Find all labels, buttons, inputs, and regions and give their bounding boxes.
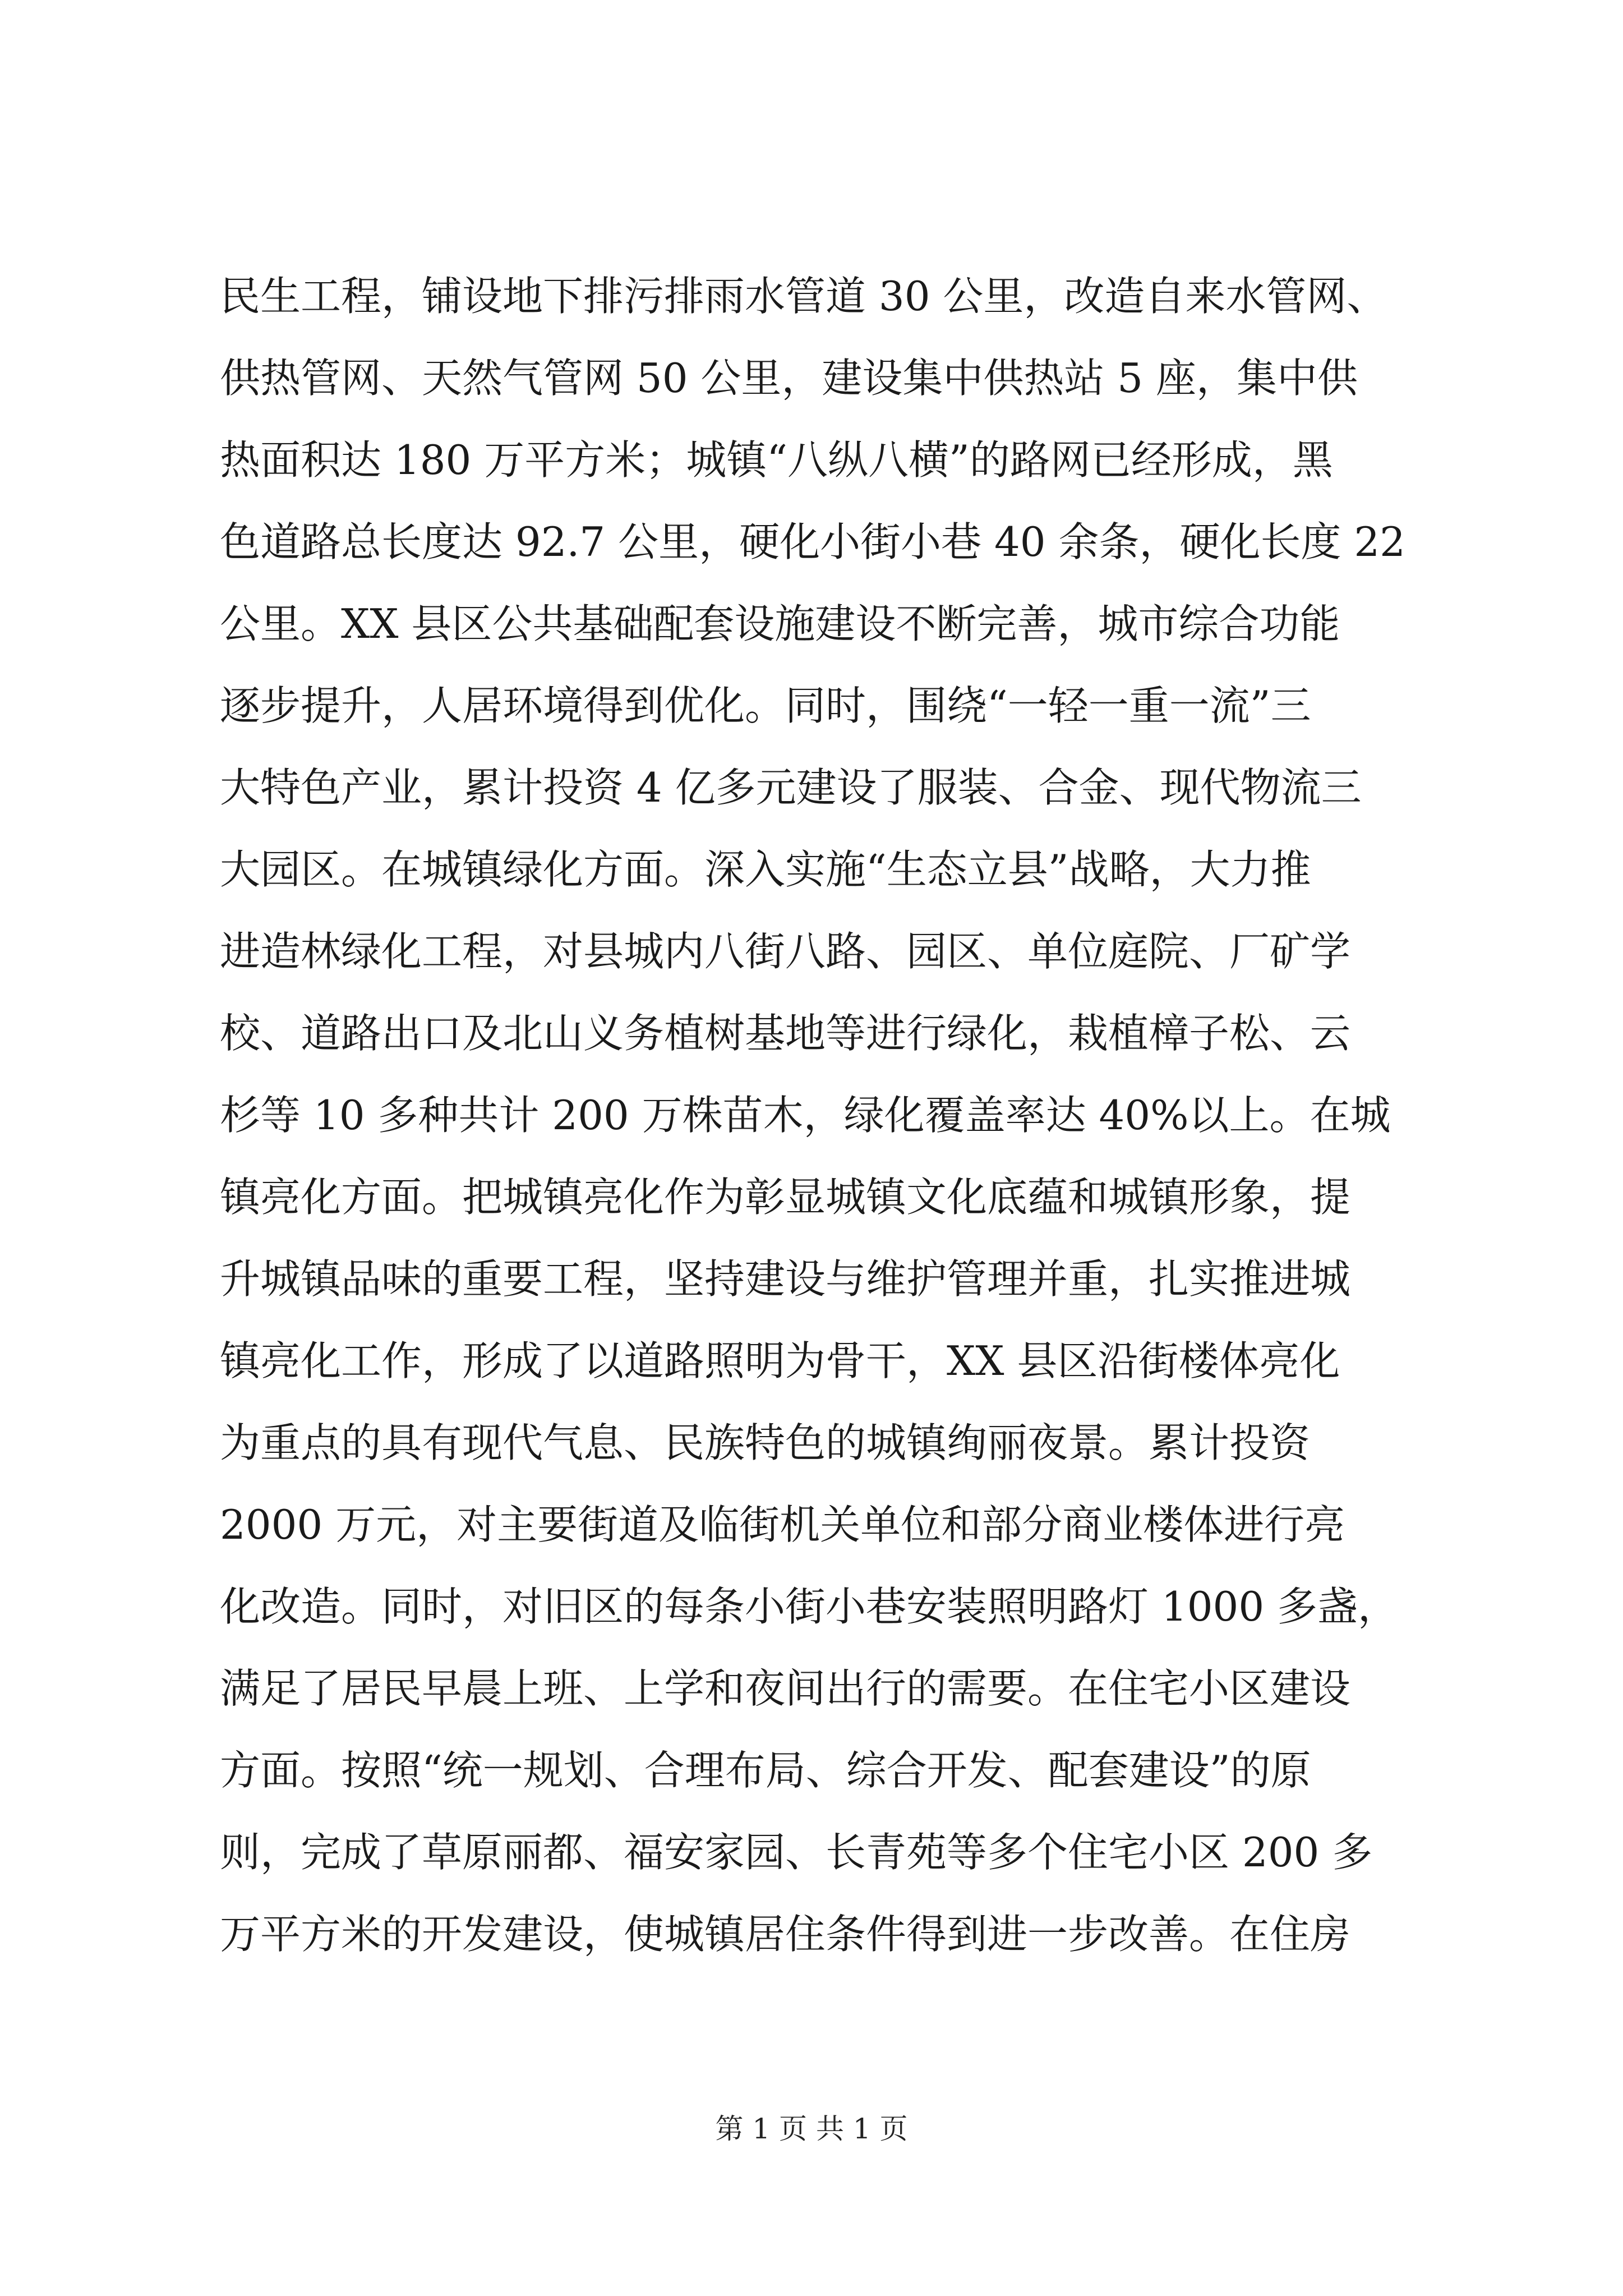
text-line: 供热管网、天然气管网 50 公里，建设集中供热站 5 座，集中供 xyxy=(220,355,1358,402)
text-line: 2000 万元，对主要街道及临街机关单位和部分商业楼体进行亮 xyxy=(220,1501,1345,1548)
text-line: 色道路总长度达 92.7 公里，硬化小街小巷 40 余条，硬化长度 22 xyxy=(220,518,1405,565)
text-line: 大园区。在城镇绿化方面。深入实施“生态立县”战略，大力推 xyxy=(220,846,1311,893)
text-line: 为重点的具有现代气息、民族特色的城镇绚丽夜景。累计投资 xyxy=(220,1419,1311,1466)
text-line: 进造林绿化工程，对县城内八街八路、园区、单位庭院、厂矿学 xyxy=(220,928,1351,975)
text-line: 民生工程，铺设地下排污排雨水管道 30 公里，改造自来水管网、 xyxy=(220,273,1387,320)
text-line: 镇亮化工作，形成了以道路照明为骨干，XX 县区沿街楼体亮化 xyxy=(220,1337,1340,1384)
text-line: 升城镇品味的重要工程，坚持建设与维护管理并重，扎实推进城 xyxy=(220,1255,1351,1303)
text-line: 校、道路出口及北山义务植树基地等进行绿化，栽植樟子松、云 xyxy=(220,1010,1351,1057)
text-line: 镇亮化方面。把城镇亮化作为彰显城镇文化底蕴和城镇形象，提 xyxy=(220,1174,1351,1221)
text-line: 满足了居民早晨上班、上学和夜间出行的需要。在住宅小区建设 xyxy=(220,1665,1351,1712)
text-line: 万平方米的开发建设，使城镇居住条件得到进一步改善。在住房 xyxy=(220,1911,1351,1958)
text-line: 化改造。同时，对旧区的每条小街小巷安装照明路灯 1000 多盏， xyxy=(220,1583,1399,1630)
text-line: 杉等 10 多种共计 200 万株苗木，绿化覆盖率达 40%以上。在城 xyxy=(220,1092,1391,1139)
text-line: 方面。按照“统一规划、合理布局、综合开发、配套建设”的原 xyxy=(220,1747,1311,1794)
text-line: 大特色产业，累计投资 4 亿多元建设了服装、合金、现代物流三 xyxy=(220,764,1362,811)
text-line: 公里。XX 县区公共基础配套设施建设不断完善，城市综合功能 xyxy=(220,600,1340,647)
text-line: 则，完成了草原丽都、福安家园、长青苑等多个住宅小区 200 多 xyxy=(220,1829,1373,1876)
page-footer: 第 1 页 共 1 页 xyxy=(715,2113,908,2145)
text-line: 热面积达 180 万平方米；城镇“八纵八横”的路网已经形成，黑 xyxy=(220,436,1333,484)
text-line: 逐步提升，人居环境得到优化。同时，围绕“一轻一重一流”三 xyxy=(220,682,1311,729)
